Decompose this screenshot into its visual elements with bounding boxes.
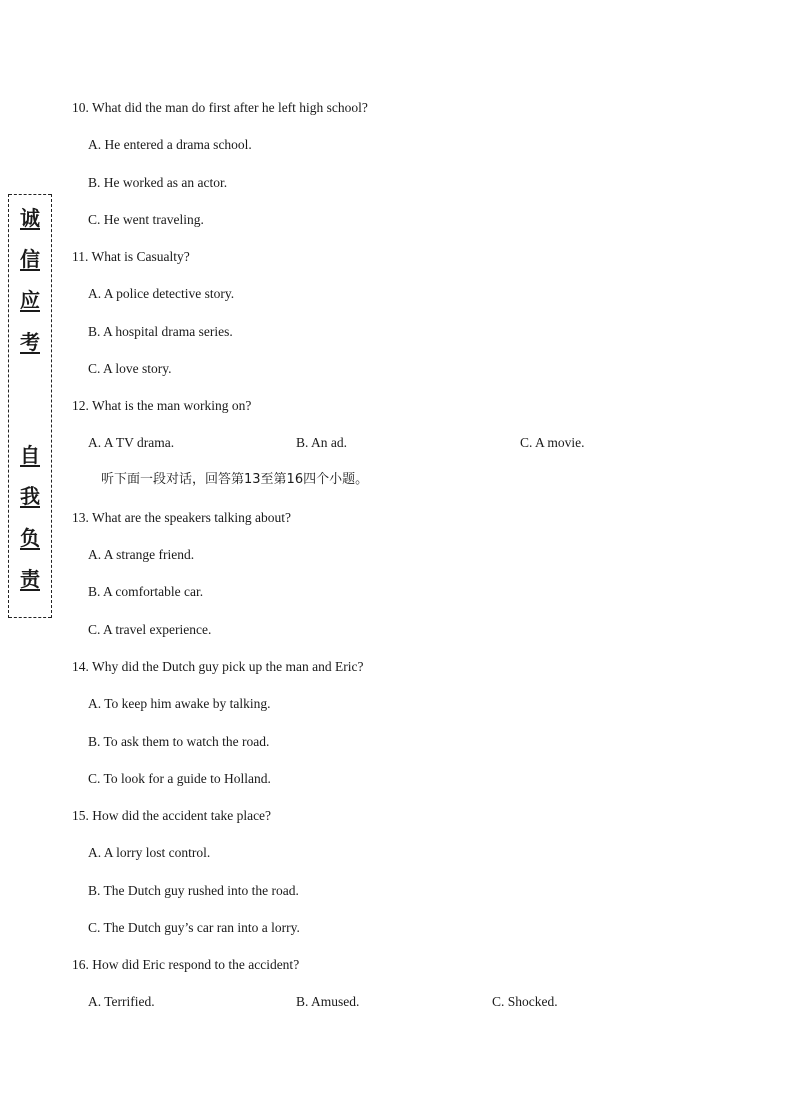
q15-option-a: A. A lorry lost control. <box>88 845 211 860</box>
seal-char-2: 信 <box>20 247 40 271</box>
question-11: 11. What is Casualty? <box>72 249 190 264</box>
question-13: 13. What are the speakers talking about? <box>72 510 292 525</box>
q14-option-b: B. To ask them to watch the road. <box>88 734 270 749</box>
q15-option-b: B. The Dutch guy rushed into the road. <box>88 883 299 898</box>
seal-char-8: 责 <box>20 567 40 591</box>
seal-char-4: 考 <box>20 330 40 354</box>
seal-char-3: 应 <box>20 288 40 312</box>
q11-option-c: C. A love story. <box>88 361 172 376</box>
question-14: 14. Why did the Dutch guy pick up the man and Eric? <box>72 659 364 674</box>
q15-option-c: C. The Dutch guy’s car ran into a lorry. <box>88 920 300 935</box>
q11-option-a: A. A police detective story. <box>88 286 235 301</box>
q10-option-c: C. He went traveling. <box>88 212 204 227</box>
listening-instruction: 听下面一段对话，回答第13至第16四个小题。 <box>101 472 369 487</box>
q10-option-a: A. He entered a drama school. <box>88 137 252 152</box>
seal-char-6: 我 <box>20 484 40 508</box>
integrity-seal-box <box>8 194 52 618</box>
q10-option-b: B. He worked as an actor. <box>88 175 228 190</box>
q11-option-b: B. A hospital drama series. <box>88 324 233 339</box>
question-12: 12. What is the man working on? <box>72 398 252 413</box>
seal-char-5: 自 <box>20 443 40 467</box>
q14-option-c: C. To look for a guide to Holland. <box>88 771 271 786</box>
q13-option-c: C. A travel experience. <box>88 622 212 637</box>
q13-option-b: B. A comfortable car. <box>88 584 204 599</box>
question-16: 16. How did Eric respond to the accident? <box>72 957 300 972</box>
seal-char-7: 负 <box>20 526 40 550</box>
q16-option-b: B. Amused. <box>296 994 360 1009</box>
q12-option-b: B. An ad. <box>296 435 348 450</box>
question-10: 10. What did the man do first after he left high school? <box>72 100 368 115</box>
q13-option-a: A. A strange friend. <box>88 547 195 562</box>
q12-option-a: A. A TV drama. <box>88 435 175 450</box>
q16-option-c: C. Shocked. <box>492 994 558 1009</box>
question-15: 15. How did the accident take place? <box>72 808 272 823</box>
q12-option-c: C. A movie. <box>520 435 585 450</box>
q14-option-a: A. To keep him awake by talking. <box>88 696 271 711</box>
seal-char-1: 诚 <box>20 206 40 230</box>
q16-option-a: A. Terrified. <box>88 994 155 1009</box>
